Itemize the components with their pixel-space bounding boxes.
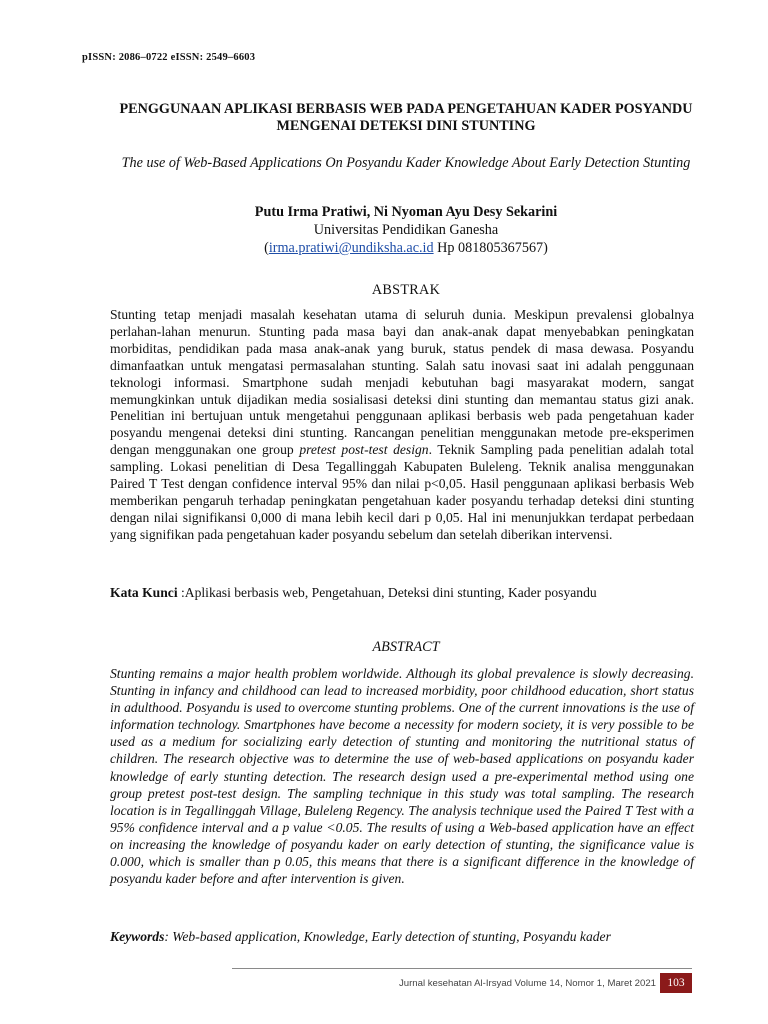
contact-line [110,240,702,257]
issn-header: pISSN: 2086–0722 eISSN: 2549–6603 [82,52,256,63]
kata-kunci-label: Kata Kunci [110,585,178,600]
abstrak-body-italic: pretest post-test design [299,442,429,458]
email-link[interactable]: irma.pratiwi@undiksha.ac.id [268,240,434,256]
contact-open: ( [264,240,269,256]
abstrak-body-rest: . Teknik Sampling pada penelitian adalah total sampling. Lokasi penelitian di Desa Tegallinggah Kabupaten Buleleng. Teknik analisa menggunakan Paired T Test dengan confidence interval 95% dan nilai p<0,05. Hasil penggunaan aplikasi berbasis Web memberikan pengaruh terhadap peningkatan pengetahuan kader posyandu terhadap deteksi dini stunting dengan nilai signifikansi 0,000 di mana lebih kecil dari p 0,05. Hal ini menunjukkan terdapat perbedaan yang signifikan pada pengetahuan kader posyandu sebelum dan setelah diberikan intervensi. [110,442,694,542]
abstract-body: Stunting remains a major health problem worldwide. Although its global prevalence is slowly decreasing. Stunting in infancy and childhood can lead to increased morbidity, poor childhood education, short status in adulthood. Posyandu is used to overcome stunting problems. One of the current innovations is the use of information technology. Smartphones have become a necessity for modern society, it is very possible to be used as a medium for socializing early detection of stunting and monitoring the nutritional status of children. The research objective was to determine the use of web-based applications on posyandu kader knowledge of early stunting detection. The research design used a pre-experimental method using one group pretest post-test design. The sampling technique in this study was total sampling. The research location is in Tegallinggah Village, Buleleng Regency. The analysis technique used the Paired T Test with a 95% confidence interval and a p value <0.05. The results of using a Web-based application have an effect on increasing the knowledge of posyandu kader on early detection of stunting, the significance value is 0.000, which is smaller than p 0.05, this means that there is a significant difference in the knowledge of posyandu kader before and after intervention is given. [110,666,694,887]
kata-kunci-text: :Aplikasi berbasis web, Pengetahuan, Deteksi dini stunting, Kader posyandu [177,585,597,600]
abstrak-body-text: Stunting tetap menjadi masalah kesehatan utama di seluruh dunia. Meskipun prevalensi globalnya perlahan-lahan menurun. Stunting pada masa bayi dan anak-anak dapat menyebabkan peningkatan morbiditas, pendidikan pada masa anak-anak yang buruk, status pendek di masa dewasa. Posyandu dimanfaatkan untuk mengatasi permasalahan stunting. Salah satu inovasi saat ini adalah penggunaan teknologi informasi. Smartphone sudah menjadi kebutuhan bagi masyarakat modern, sangat memungkinkan untuk dijadikan media sosialisasi deteksi dini stunting dan memantau status gizi anak. Penelitian ini bertujuan untuk mengetahui penggunaan aplikasi berbasis web pada pengetahuan kader posyandu mengenai deteksi dini stunting. Rancangan penelitian menggunakan metode pre-eksperimen dengan menggunakan one group [110,307,694,458]
affiliation: Universitas Pendidikan Ganesha [313,222,499,238]
paper-title: PENGGUNAAN APLIKASI BERBASIS WEB PADA PENGETAHUAN KADER POSYANDU MENGENAI DETEKSI DINI STUNTING [119,101,693,134]
abstrak-body [110,307,694,544]
kata-kunci [110,585,702,601]
page-number: 103 [660,973,692,993]
authors: Putu Irma Pratiwi, Ni Nyoman Ayu Desy Sekarini [254,204,558,220]
keywords [110,929,702,945]
paper-title-english: The use of Web-Based Applications On Posyandu Kader Knowledge About Early Detection Stunting [121,155,691,171]
keywords-label: Keywords [110,929,165,944]
abstrak-heading: ABSTRAK [371,282,441,298]
footer-divider [232,968,692,969]
keywords-text: : Web-based application, Knowledge, Early detection of stunting, Posyandu kader [164,929,611,944]
phone-text: Hp 081805367567) [433,240,548,256]
journal-citation: Jurnal kesehatan Al-Irsyad Volume 14, Nomor 1, Maret 2021 [398,978,656,989]
abstract-heading: ABSTRACT [372,639,440,655]
